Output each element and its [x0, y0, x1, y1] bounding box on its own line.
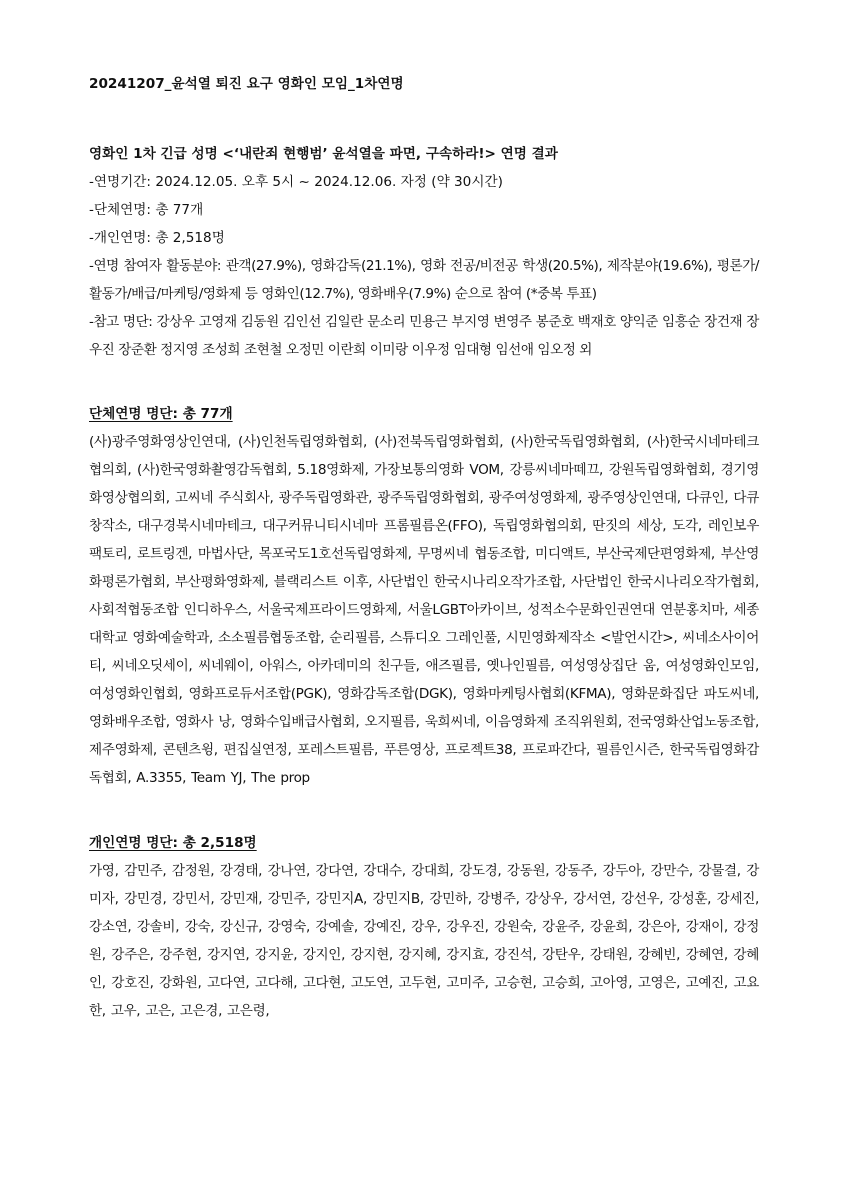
reference-names: -참고 명단: 강상우 고영재 김동원 김인선 김일란 문소리 민용근 부지영 변영주 봉준호 백재호 양익준 임흥순 장건재 장우진 장준환 정지영 조성희 조현철 오정민 이란희 이미랑 이우정 임대형 임선애 임오정 외: [89, 314, 759, 358]
individual-signatures-list: 가영, 감민주, 감정원, 강경태, 강나연, 강다연, 강대수, 강대희, 강도경, 강동원, 강동주, 강두아, 강만수, 강물결, 강미자, 강민경, 강민서, 강민재, 강민주, 강민지A, 강민지B, 강민하, 강병주, 강상우, 강서연, 강선우, 강성훈, 강세진, 강소연, 강솔비, 강숙, 강신규, 강영숙, 강예솔, 강예진, 강우, 강우진, 강원숙, 강윤주, 강윤희, 강은아, 강재이, 강정원, 강주은, 강주현, 강지연, 강지윤, 강지인, 강지현, 강지혜, 강지효, 강진석, 강탄우, 강태원, 강혜빈, 강혜연, 강혜인, 강호진, 강화원, 고다연, 고다해, 고다현, 고도연, 고두현, 고미주, 고승현, 고승희, 고아영, 고영은, 고예진, 고요한, 고우, 고은, 고은경, 고은령,: [89, 863, 759, 1019]
statement-section: [89, 140, 759, 364]
statement-heading: 영화인 1차 긴급 성명 <‘내란죄 현행범’ 윤석열을 파면, 구속하라!> 연명 결과: [89, 146, 558, 162]
group-signatures-list: (사)광주영화영상인연대, (사)인천독립영화협회, (사)전북독립영화협회, (사)한국독립영화협회, (사)한국시네마테크협의회, (사)한국영화촬영감독협회, 5.18영화제, 가장보통의영화 VOM, 강릉씨네마떼끄, 강원독립영화협회, 경기영화영상협의회, 고씨네 주식회사, 광주독립영화관, 광주독립영화협회, 광주여성영화제, 광주영상인연대, 다큐인, 다큐창작소, 대구경북시네마테크, 대구커뮤니티시네마 프롬필름온(FFO), 독립영화협의회, 딴짓의 세상, 도각, 레인보우팩토리, 로트링겐, 마법사단, 목포국도1호선독립영화제, 무명씨네 협동조합, 미디액트, 부산국제단편영화제, 부산영화평론가협회, 부산평화영화제, 블랙리스트 이후, 사단법인 한국시나리오작가조합, 사단법인 한국시나리오작가협회, 사회적협동조합 인디하우스, 서울국제프라이드영화제, 서울LGBT아카이브, 성적소수문화인권연대 연분홍치마, 세종대학교 영화예술학과, 소소필름협동조합, 순리필름, 스튜디오 그레인풀, 시민영화제작소 <발언시간>, 씨네소사이어티, 씨네오딧세이, 씨네웨이, 아워스, 아카데미의 친구들, 애즈필름, 옛나인필름, 여성영상집단 움, 여성영화인모임, 여성영화인협회, 영화프로듀서조합(PGK), 영화감독조합(DGK), 영화마케팅사협회(KFMA), 영화문화집단 파도씨네, 영화배우조합, 영화사 낭, 영화수입배급사협회, 오지필름, 욱희씨네, 이음영화제 조직위원회, 전국영화산업노동조합, 제주영화제, 콘텐츠윙, 편집실연정, 포레스트필름, 푸른영상, 프로젝트38, 프로파간다, 필름인시즌, 한국독립영화감독협회, A.3355, Team YJ, The prop: [89, 434, 759, 786]
section-gap: [89, 792, 759, 820]
section-gap: [89, 364, 759, 392]
individual-signatures-section: [89, 829, 759, 1025]
participant-fields: -연명 참여자 활동분야: 관객(27.9%), 영화감독(21.1%), 영화 전공/비전공 학생(20.5%), 제작분야(19.6%), 평론가/활동가/배급/마케팅/영화제 등 영화인(12.7%), 영화배우(7.9%) 순으로 참여 (*중복 투표): [89, 258, 759, 302]
signing-period: -연명기간: 2024.12.05. 오후 5시 ~ 2024.12.06. 자정 (약 30시간): [89, 174, 503, 190]
individual-signatures-heading: 개인연명 명단: 총 2,518명: [89, 835, 257, 851]
group-signatures-section: [89, 400, 759, 792]
individual-signature-total: -개인연명: 총 2,518명: [89, 230, 225, 246]
document-title: 20241207_윤석열 퇴진 요구 영화인 모임_1차연명: [89, 76, 404, 92]
group-signature-total: -단체연명: 총 77개: [89, 202, 204, 218]
group-signatures-heading: 단체연명 명단: 총 77개: [89, 406, 233, 422]
